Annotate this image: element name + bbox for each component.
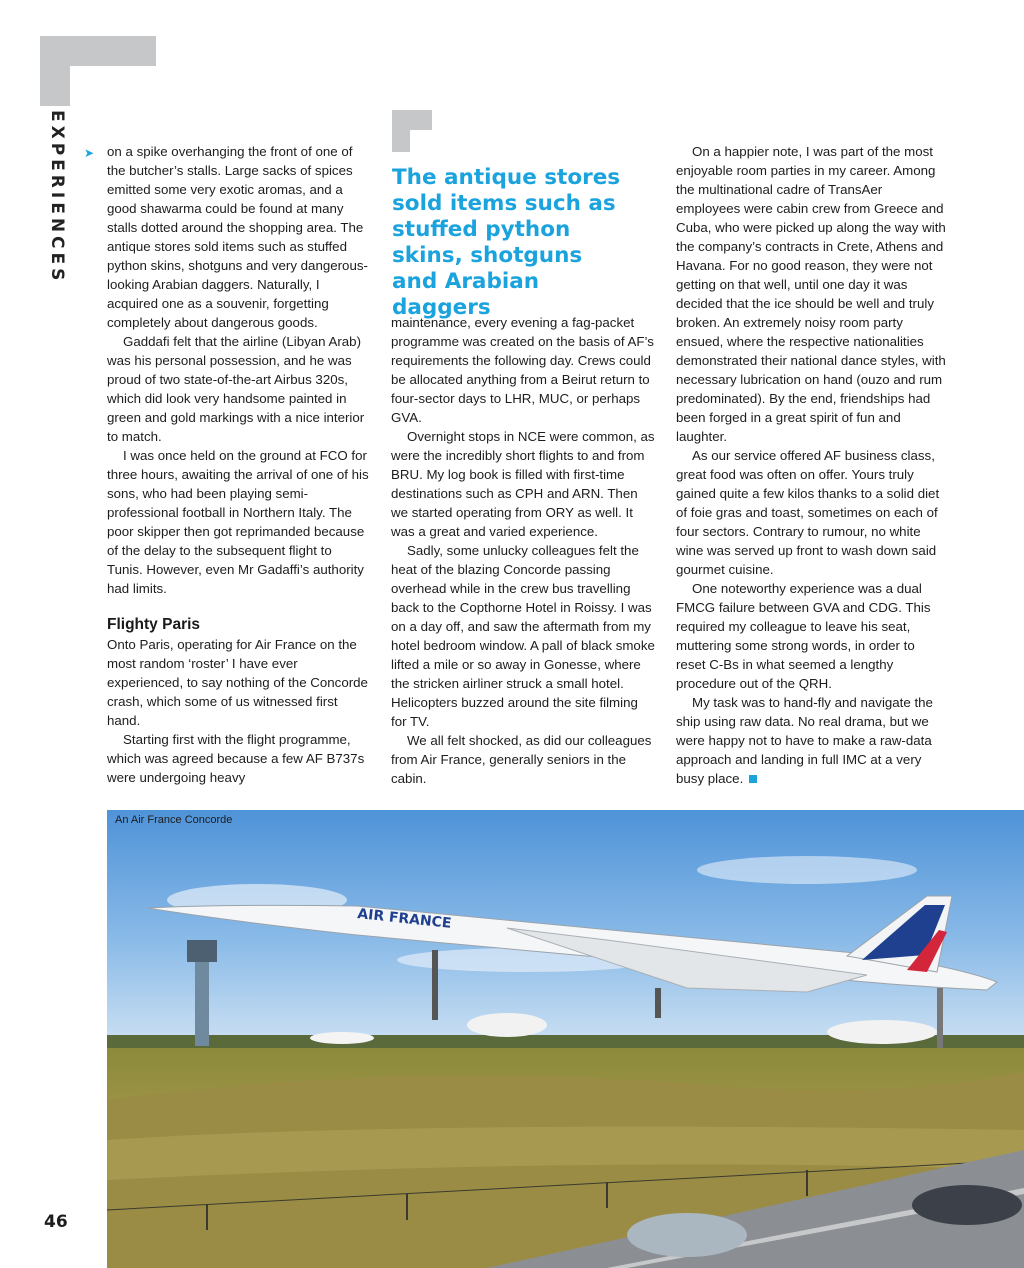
livery-text: AIR FRANCE	[356, 906, 453, 932]
paragraph: As our service offered AF business class, great food was often on offer. Yours truly gained quite a few kilos thanks to a solid diet of foie gras and toast, sometimes on each of four sectors. Contrary to rumour, no white wine was served up front to wash down said gourmet cuisine.	[676, 448, 940, 577]
paragraph: Sadly, some unlucky colleagues felt the heat of the blazing Concorde passing overhead while in the crew bus travelling back to the Copthorne Hotel in Roissy. I was on a day off, and saw the aftermath from my hotel bedroom window. A pall of black smoke lifted a mile or so away in Gonesse, where the stricken airliner struck a small hotel. Helicopters buzzed around the site filming for TV.	[391, 543, 655, 729]
landing-gear	[655, 988, 661, 1018]
car-dark	[912, 1185, 1022, 1225]
cloud	[697, 856, 917, 884]
support-pylon	[937, 988, 943, 1048]
corner-bracket-side	[40, 36, 70, 106]
paragraph: Overnight stops in NCE were common, as were the incredibly short flights to and from BRU. My log book is filled with first-time destinations such as CPH and ARN. Then we started operating from ORY as well. It was a great and varied experience.	[391, 429, 655, 539]
paragraph: We all felt shocked, as did our colleagues from Air France, generally seniors in the cabin.	[391, 733, 652, 786]
car-silver	[627, 1213, 747, 1257]
continue-arrow-icon: ➤	[84, 146, 95, 160]
subheading: Flighty Paris	[107, 616, 201, 633]
paragraph: Starting first with the flight programme, which was agreed because a few AF B737s were undergoing heavy	[107, 732, 365, 785]
photo-caption: An Air France Concorde	[115, 814, 233, 826]
paragraph: maintenance, every evening a fag-packet programme was created on the basis of AF’s requirements the following day. Crews could be allocated anything from a Beirut return to four-sector days to LHR, MUC, or perhaps GVA.	[391, 315, 654, 425]
background-aircraft	[827, 1020, 937, 1044]
column-1	[107, 142, 369, 787]
paragraph	[676, 693, 946, 788]
pull-quote: The antique stores sold items such as stuffed python skins, shotguns and Arabian daggers	[392, 165, 621, 320]
column-3	[676, 142, 946, 788]
photo-illustration	[107, 810, 1024, 1268]
paragraph: On a happier note, I was part of the most enjoyable room parties in my career. Among the multinational cadre of TransAer employees were cabin crew from Greece and Cuba, who were picked up along the way with the company’s contracts in Crete, Athens and Havana. For no good reason, they were not getting on that well, until one day it was decided that the ice should be well and truly broken. An extremely noisy room party ensued, where the respective nationalities demonstrated their national dance styles, with necessary lubrication on hand (ouzo and rum predominated). By the end, friendships had been forged in a great spirit of fun and laughter.	[676, 144, 946, 444]
paragraph: I was once held on the ground at FCO for three hours, awaiting the arrival of one of his sons, who had been playing semi-professional football in Northern Italy. The poor skipper then got reprimanded because of the delay to the subsequent flight to Tunis. However, even Mr Gadaffi’s authority had limits.	[107, 448, 369, 596]
paragraph: Onto Paris, operating for Air France on the most random ‘roster’ I have ever experienced, to say nothing of the Concorde crash, which some of us witnessed first hand.	[107, 637, 368, 728]
paragraph-text: My task was to hand-fly and navigate the ship using raw data. No real drama, but we were happy not to have to make a raw-data approach and landing in full IMC at a very busy place.	[676, 695, 933, 786]
background-aircraft	[310, 1032, 374, 1044]
pullquote-bracket-side	[392, 110, 410, 152]
paragraph: Gaddafi felt that the airline (Libyan Arab) was his personal possession, and he was proud of two state-of-the-art Airbus 320s, which did look very handsome painted in green and gold markings with a nice interior to match.	[107, 334, 365, 444]
concorde-photo	[107, 810, 1024, 1268]
page-number: 46	[44, 1212, 68, 1232]
landing-gear	[432, 950, 438, 1020]
end-mark-icon	[749, 775, 757, 783]
control-tower-shaft	[195, 960, 209, 1046]
paragraph: on a spike overhanging the front of one of the butcher’s stalls. Large sacks of spices emitted some very exotic aromas, and a good shawarma could be found at many stalls dotted around the shopping area. The antique stores sold items such as stuffed python skins, shotguns and very dangerous-looking Arabian daggers. Naturally, I acquired one as a souvenir, forgetting completely about dangerous goods.	[107, 144, 368, 330]
control-tower-cab	[187, 940, 217, 962]
column-2	[391, 313, 657, 788]
background-aircraft	[467, 1013, 547, 1037]
paragraph: One noteworthy experience was a dual FMCG failure between GVA and CDG. This required my colleague to leave his seat, muttering some strong words, in order to reset C-Bs in what seemed a lengthy procedure out of the QRH.	[676, 581, 931, 691]
